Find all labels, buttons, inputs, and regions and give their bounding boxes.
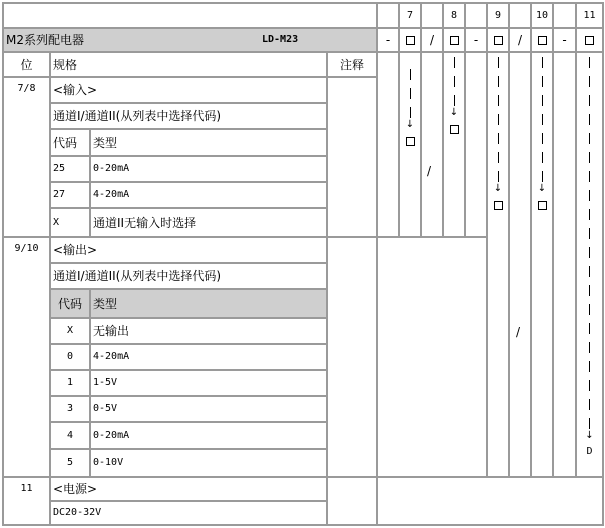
pos-label: 7 xyxy=(406,9,414,21)
code-value: 1 xyxy=(66,377,74,388)
code-value: 5 xyxy=(66,457,74,468)
flow-10 xyxy=(530,54,554,210)
slot-8 xyxy=(442,27,466,53)
diag-lane-b xyxy=(420,51,444,238)
header-label: 规格 xyxy=(53,57,78,72)
dash-icon xyxy=(542,57,543,68)
output-row-type xyxy=(89,369,328,397)
slot-9 xyxy=(486,27,510,53)
header-label: 位 xyxy=(20,57,33,72)
header-label: 代码 xyxy=(57,296,82,311)
input-subtitle xyxy=(49,102,328,130)
input-code-header xyxy=(49,128,91,157)
dash-icon xyxy=(589,342,590,353)
diag-lane-c xyxy=(464,51,488,238)
code-value: 4 xyxy=(66,429,74,441)
type-value: 4-20mA xyxy=(93,189,130,200)
separator-label: / xyxy=(429,33,435,47)
pos-header-7 xyxy=(398,2,422,29)
dash-icon xyxy=(498,152,499,163)
input-row-type xyxy=(89,181,328,209)
pos-header-9 xyxy=(486,2,510,29)
section-title: <电源> xyxy=(53,482,98,496)
header-label: 类型 xyxy=(93,135,118,150)
dash-icon xyxy=(589,209,590,220)
dash-icon xyxy=(542,95,543,106)
type-value: 无输出 xyxy=(93,324,130,338)
arrow-down-icon: ↓ xyxy=(537,183,547,194)
pos-header-blank-3 xyxy=(464,2,488,29)
dash-icon xyxy=(542,133,543,144)
slot-7 xyxy=(398,27,422,53)
position-label: 11 xyxy=(20,483,33,494)
dash-icon xyxy=(589,57,590,68)
diag-lane-d xyxy=(508,51,532,478)
power-value xyxy=(49,500,328,526)
pos-header-blank-5 xyxy=(552,2,577,29)
code-box-icon xyxy=(406,137,415,146)
input-row-code xyxy=(49,207,91,238)
output-row-type xyxy=(89,317,328,345)
flow-8 xyxy=(442,54,466,134)
position-label: 7/8 xyxy=(17,83,36,94)
sep-2 xyxy=(420,27,444,53)
slash-input: / xyxy=(427,164,432,178)
title-bar xyxy=(2,27,378,53)
col-header-note xyxy=(326,51,378,78)
diag-lane-a xyxy=(376,51,400,238)
type-value: 0-10V xyxy=(93,457,124,468)
section-subtitle: 通道I/通道II(从列表中选择代码) xyxy=(53,109,222,123)
dash-icon xyxy=(589,152,590,163)
code-box-icon xyxy=(494,36,503,45)
code-box-icon xyxy=(450,125,459,134)
output-subtitle xyxy=(49,262,328,290)
pos-label: 10 xyxy=(535,9,549,21)
pos-header-blank-4 xyxy=(508,2,532,29)
dash-icon xyxy=(454,57,455,68)
pos-label: 11 xyxy=(583,9,596,21)
note-cell-power xyxy=(326,476,378,526)
output-row-code xyxy=(49,421,91,450)
input-row-code xyxy=(49,181,91,209)
dash-icon xyxy=(542,114,543,125)
dash-icon xyxy=(589,418,590,429)
dash-icon xyxy=(498,114,499,125)
type-value: 1-5V xyxy=(93,377,118,388)
section-subtitle: 通道I/通道II(从列表中选择代码) xyxy=(53,269,222,283)
dash-icon xyxy=(589,228,590,239)
pos-header-blank-1 xyxy=(376,2,400,29)
power-title xyxy=(49,476,328,502)
model-number: LD-M23 xyxy=(262,34,299,45)
code-box-icon xyxy=(406,36,415,45)
dash-icon xyxy=(589,190,590,201)
code-value: 3 xyxy=(66,403,74,414)
sep-5 xyxy=(552,27,577,53)
input-type-header xyxy=(89,128,328,157)
separator-label: - xyxy=(473,33,479,47)
header-label: 代码 xyxy=(53,135,78,150)
note-cell-output xyxy=(326,236,378,478)
dash-icon xyxy=(589,266,590,277)
note-cell-input xyxy=(326,76,378,238)
flow-7 xyxy=(398,66,422,146)
output-row-code xyxy=(49,395,91,423)
sep-1 xyxy=(376,27,400,53)
type-value: 4-20mA xyxy=(93,351,130,362)
code-box-icon xyxy=(538,201,547,210)
output-type-header xyxy=(89,288,328,319)
dash-icon xyxy=(542,171,543,182)
power-position xyxy=(2,476,51,526)
dash-icon xyxy=(589,304,590,315)
dash-icon xyxy=(589,399,590,410)
product-title: M2系列配电器 xyxy=(6,33,84,47)
arrow-down-icon: ↓ xyxy=(493,183,503,194)
output-row-type xyxy=(89,421,328,450)
code-box-icon xyxy=(538,36,547,45)
output-row-type xyxy=(89,448,328,478)
separator-label: / xyxy=(517,33,523,47)
slot-10 xyxy=(530,27,554,53)
dash-icon xyxy=(589,95,590,106)
position-label: 9/10 xyxy=(14,243,39,254)
code-box-icon xyxy=(494,201,503,210)
pos-header-8 xyxy=(442,2,466,29)
input-title xyxy=(49,76,328,104)
pos-header-11 xyxy=(575,2,604,29)
dash-icon xyxy=(589,76,590,87)
pos-label: 9 xyxy=(494,9,502,21)
dash-icon xyxy=(589,171,590,182)
section-title: <输出> xyxy=(53,243,98,257)
arrow-down-icon: ↓ xyxy=(405,119,415,130)
code-value: 0 xyxy=(66,351,74,362)
code-box-icon xyxy=(585,36,594,45)
dash-icon xyxy=(498,95,499,106)
output-row-code xyxy=(49,317,91,345)
power-value-text: DC20-32V xyxy=(53,507,102,518)
col-header-position xyxy=(2,51,51,78)
pos-header-blank-2 xyxy=(420,2,444,29)
type-value: 通道II无输入时选择 xyxy=(93,215,197,230)
sep-3 xyxy=(464,27,488,53)
input-row-type xyxy=(89,207,328,238)
arrow-down-icon: ↓ xyxy=(449,107,459,118)
dash-icon xyxy=(454,95,455,106)
col-header-spec xyxy=(49,51,328,78)
code-value: 25 xyxy=(53,163,66,174)
dash-icon xyxy=(589,114,590,125)
output-row-type xyxy=(89,343,328,371)
pos-header-10 xyxy=(530,2,554,29)
output-row-code xyxy=(49,448,91,478)
dash-icon xyxy=(589,361,590,372)
diag-blank-output xyxy=(376,236,488,478)
code-value: X xyxy=(53,216,60,228)
input-row-code xyxy=(49,155,91,183)
input-row-type xyxy=(89,155,328,183)
diag-blank-power xyxy=(376,476,604,526)
output-row-code xyxy=(49,369,91,397)
slot-11 xyxy=(575,27,604,53)
pos-label: 8 xyxy=(450,9,458,21)
header-label: 注释 xyxy=(339,57,364,72)
diag-lane-e xyxy=(552,51,577,478)
section-title: <输入> xyxy=(53,83,98,97)
dash-icon xyxy=(542,152,543,163)
code-value: 27 xyxy=(53,189,66,200)
output-title xyxy=(49,236,328,264)
input-position xyxy=(2,76,51,238)
code-value: X xyxy=(66,325,74,336)
arrow-down-icon: ↓ xyxy=(585,430,594,441)
header-label: 类型 xyxy=(93,296,118,311)
dash-icon xyxy=(589,285,590,296)
dash-icon xyxy=(589,247,590,258)
separator-label: - xyxy=(562,33,567,47)
sep-4 xyxy=(508,27,532,53)
separator-label: - xyxy=(385,33,391,47)
dash-icon xyxy=(498,57,499,68)
type-value: 0-5V xyxy=(93,403,118,414)
dash-icon xyxy=(498,76,499,87)
output-row-code xyxy=(49,343,91,371)
flow-9 xyxy=(486,54,510,210)
dash-icon xyxy=(454,76,455,87)
dash-icon xyxy=(589,380,590,391)
dash-icon xyxy=(589,323,590,334)
slash-output: / xyxy=(516,325,521,339)
type-value: 0-20mA xyxy=(93,163,130,174)
dash-icon xyxy=(410,69,411,80)
flow-11 xyxy=(575,54,604,457)
code-box-icon xyxy=(450,36,459,45)
dash-icon xyxy=(498,133,499,144)
dash-icon xyxy=(498,171,499,182)
dash-icon xyxy=(410,88,411,99)
dash-icon xyxy=(410,107,411,118)
dash-icon xyxy=(589,133,590,144)
output-row-type xyxy=(89,395,328,423)
power-code: D xyxy=(586,446,593,457)
output-code-header xyxy=(49,288,91,319)
type-value: 0-20mA xyxy=(93,429,130,441)
dash-icon xyxy=(542,76,543,87)
output-position xyxy=(2,236,51,478)
top-blank-cell xyxy=(2,2,378,29)
